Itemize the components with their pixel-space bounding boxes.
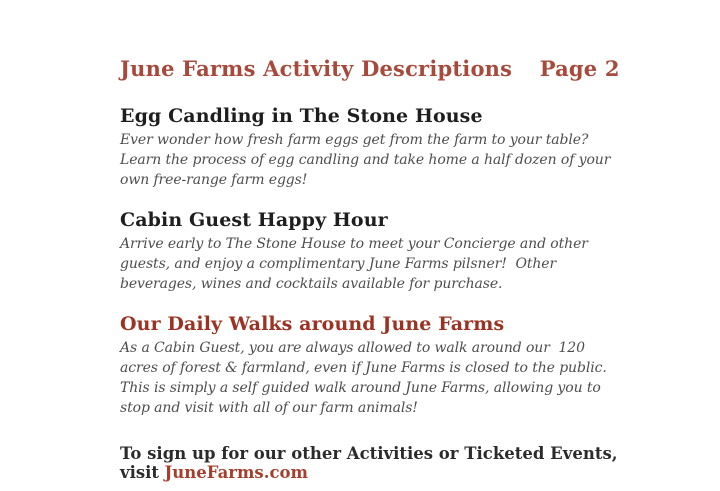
signup-note-text: To sign up for our other Activities or Ticketed Events, visit xyxy=(120,444,618,482)
egg-candling-heading: Egg Candling in The Stone House xyxy=(120,105,483,127)
document-title xyxy=(120,56,624,81)
signup-note xyxy=(120,444,624,482)
daily-walks-heading: Our Daily Walks around June Farms xyxy=(120,313,505,335)
happy-hour-description: Arrive early to The Stone House to meet your Concierge and other guests, and enjoy a complimentary June Farms pilsner! Other beverages, wines and cocktails available for purchase. xyxy=(120,236,593,292)
happy-hour-heading: Cabin Guest Happy Hour xyxy=(120,209,388,231)
junefarms-link[interactable]: JuneFarms.com xyxy=(164,463,308,482)
document-title-text: June Farms Activity Descriptions xyxy=(120,56,513,81)
daily-walks-description-1: As a Cabin Guest, you are always allowed to walk around our 120 acres of forest & farmland, even if June Farms is closed to the public. xyxy=(120,340,607,376)
daily-walks-description-2: This is simply a self guided walk around June Farms, allowing you to stop and visit with all of our farm animals! xyxy=(120,380,606,416)
section-happy-hour xyxy=(120,209,624,294)
section-daily-walks xyxy=(120,313,624,418)
egg-candling-description: Ever wonder how fresh farm eggs get from the farm to your table? Learn the process of egg candling and take home a half dozen of your own free-range farm eggs! xyxy=(120,132,615,188)
section-egg-candling xyxy=(120,105,624,190)
page-number-label: Page 2 xyxy=(539,56,620,81)
